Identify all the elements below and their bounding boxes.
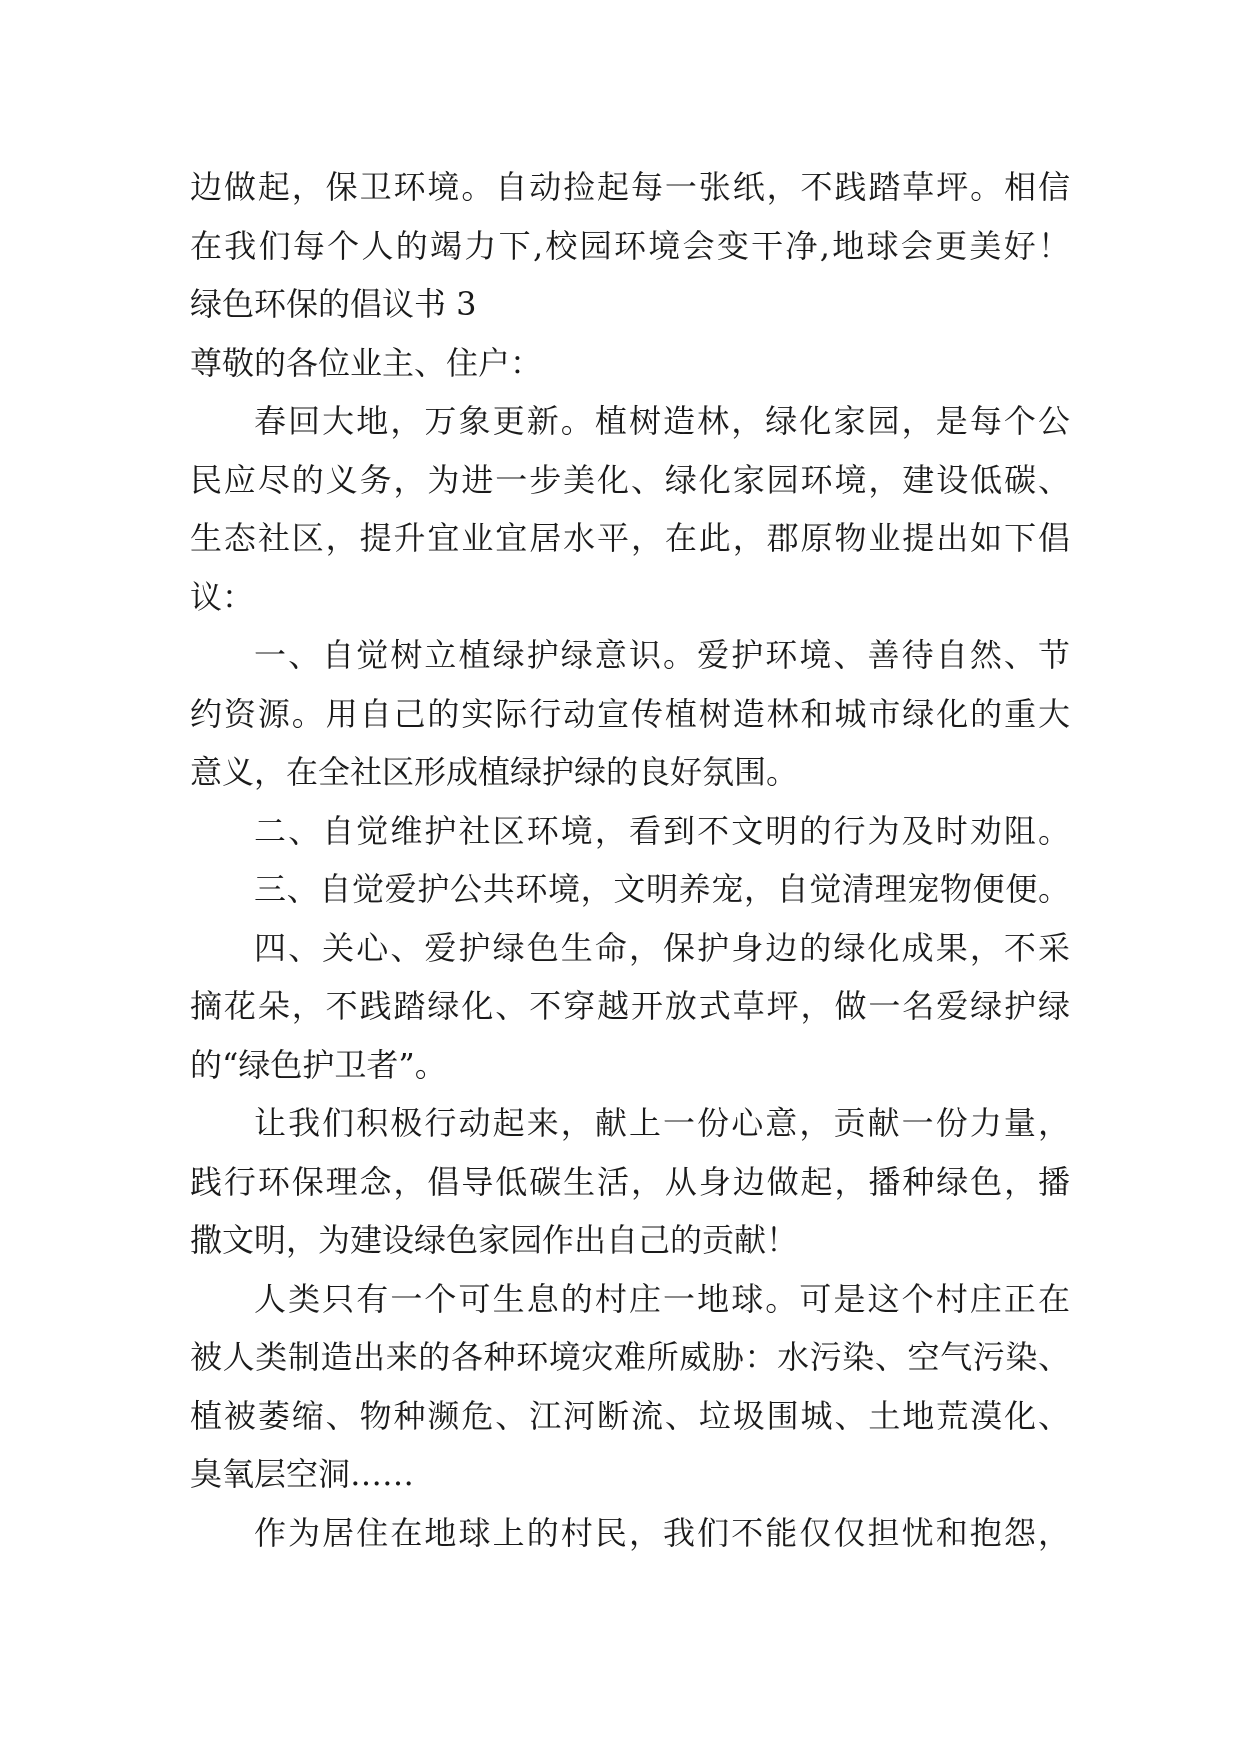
document-body (190, 158, 1070, 1562)
body-line: 让我们积极行动起来，献上一份心意，贡献一份力量， (254, 1104, 1070, 1142)
salutation: 尊敬的各位业主、住户： (190, 343, 543, 382)
body-line: 民应尽的义务，为进一步美化、绿化家园环境，建设低碳、 (190, 460, 1070, 499)
body-line: 植被萎缩、物种濒危、江河断流、垃圾围城、土地荒漠化、 (190, 1396, 1070, 1435)
section-heading: 绿色环保的倡议书 3 (190, 285, 477, 323)
body-line: 被人类制造出来的各种环境灾难所威胁：水污染、空气污染、 (190, 1338, 1070, 1376)
body-line: 人类只有一个可生息的村庄一地球。可是这个村庄正在 (254, 1279, 1070, 1318)
body-line: 议： (190, 577, 255, 616)
body-line: 意义，在全社区形成植绿护绿的良好氛围。 (190, 753, 799, 791)
body-line: 撒文明，为建设绿色家园作出自己的贡献！ (190, 1221, 799, 1259)
body-line: 三、自觉爱护公共环境，文明养宠，自觉清理宠物便便。 (254, 870, 1070, 908)
body-line: 一、自觉树立植绿护绿意识。爱护环境、善待自然、节 (254, 636, 1070, 674)
body-line: 生态社区，提升宜业宜居水平，在此，郡原物业提出如下倡 (190, 519, 1070, 557)
body-line: 四、关心、爱护绿色生命，保护身边的绿化成果，不采 (254, 928, 1070, 967)
body-line: 的“绿色护卫者”。 (190, 1045, 447, 1084)
body-line: 摘花朵，不践踏绿化、不穿越开放式草坪，做一名爱绿护绿 (190, 987, 1070, 1025)
body-line: 边做起，保卫环境。自动捡起每一张纸，不践踏草坪。相信 (190, 168, 1070, 206)
body-line: 约资源。用自己的实际行动宣传植树造林和城市绿化的重大 (190, 694, 1070, 733)
body-line: 作为居住在地球上的村民，我们不能仅仅担忧和抱怨， (254, 1513, 1070, 1552)
body-line: 二、自觉维护社区环境，看到不文明的行为及时劝阻。 (254, 811, 1070, 850)
body-line: 践行环保理念，倡导低碳生活，从身边做起，播种绿色，播 (190, 1162, 1070, 1201)
body-line: 春回大地，万象更新。植树造林，绿化家园，是每个公 (254, 402, 1070, 440)
body-line: 在我们每个人的竭力下,校园环境会变干净,地球会更美好！ (190, 226, 1070, 265)
body-line: 臭氧层空洞…… (190, 1455, 415, 1493)
